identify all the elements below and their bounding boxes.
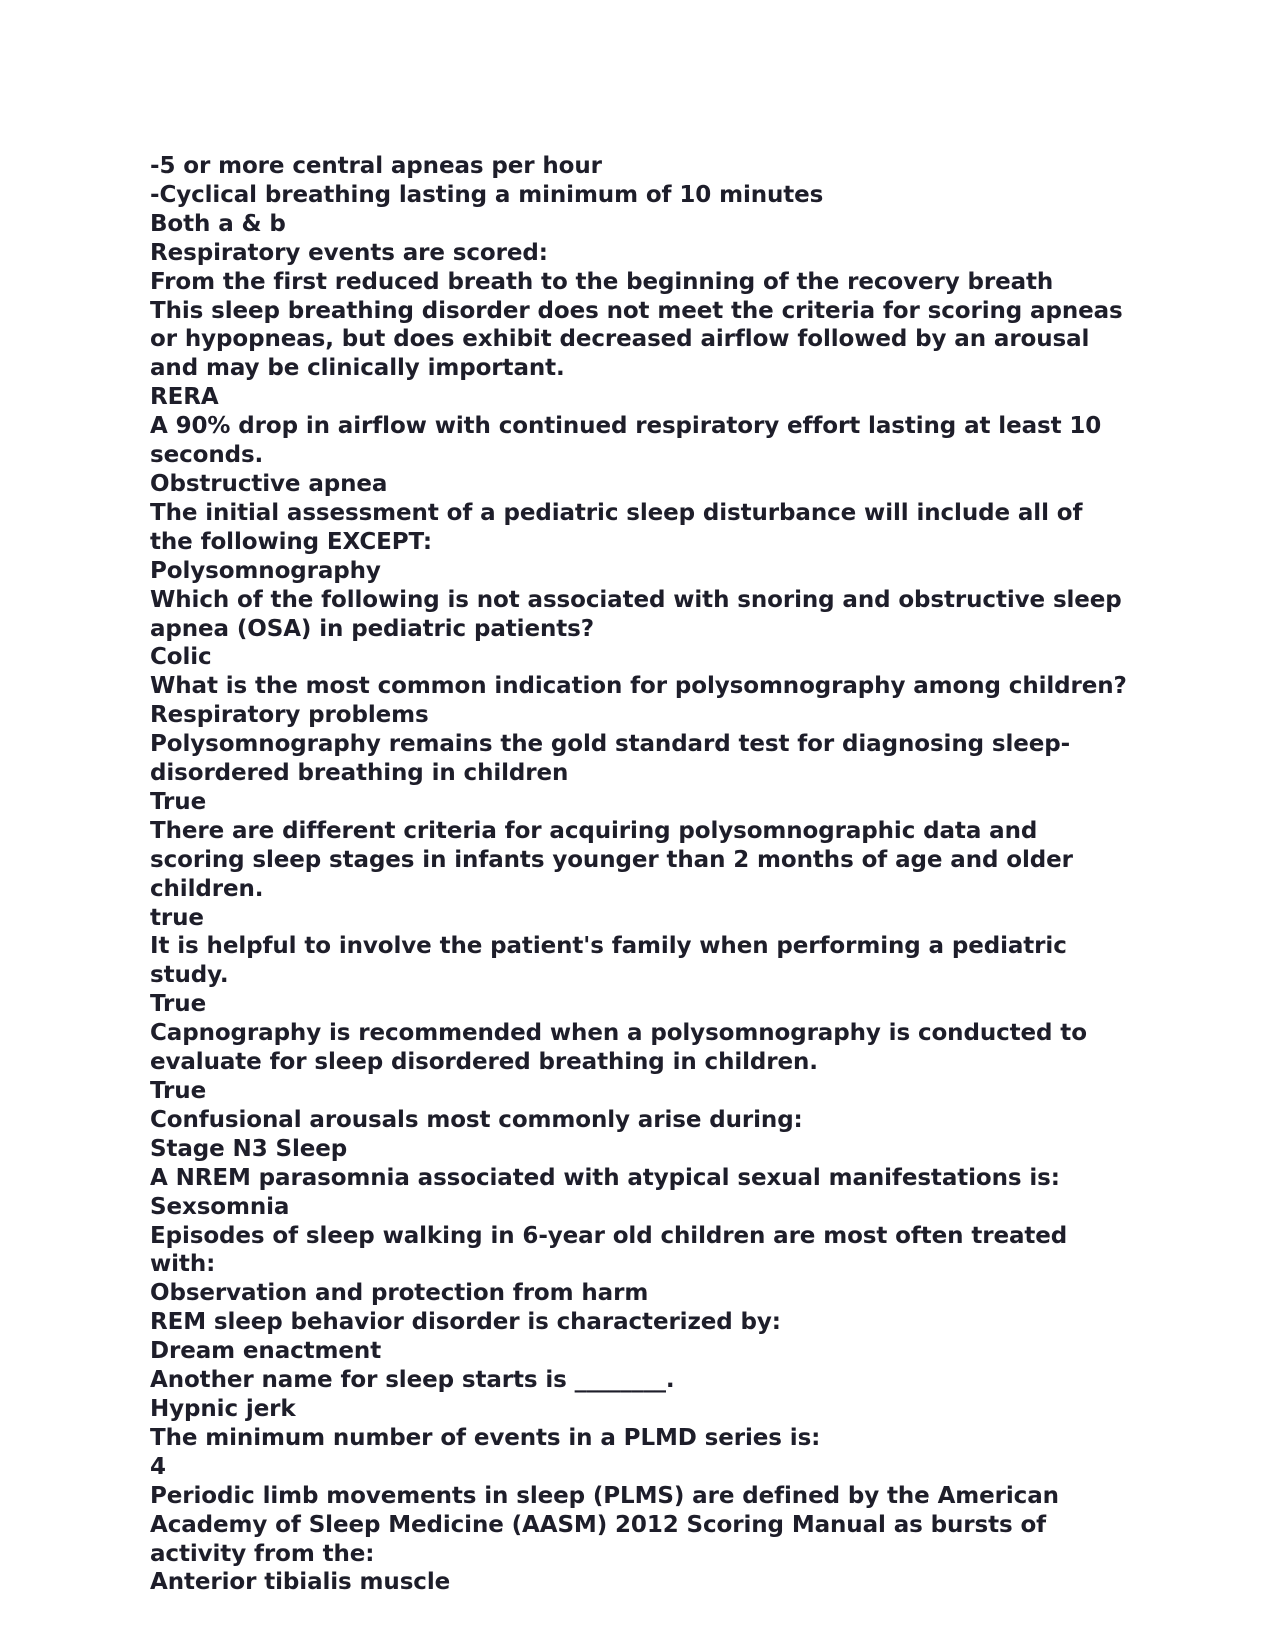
question-line: Confusional arousals most commonly arise during: (150, 1106, 803, 1133)
question-line: The initial assessment of a pediatric sleep disturbance will include all of the following EXCEPT: (150, 499, 1083, 555)
answer-line: Stage N3 Sleep (150, 1135, 348, 1162)
question-line: A 90% drop in airflow with continued respiratory effort lasting at least 10 seconds. (150, 413, 1102, 469)
answer-line: Anterior tibialis muscle (150, 1569, 451, 1596)
text-line: -Cyclical breathing lasting a minimum of 10 minutes (150, 181, 824, 208)
question-line: This sleep breathing disorder does not meet the criteria for scoring apneas or hypopneas, but does exhibit decreased airflow followed by an arousal and may be clinically important. (150, 297, 1123, 382)
answer-line: Respiratory problems (150, 702, 429, 729)
answer-line: From the first reduced breath to the beginning of the recovery breath (150, 268, 1054, 295)
text-line: -5 or more central apneas per hour (150, 153, 602, 179)
question-line: Periodic limb movements in sleep (PLMS) are defined by the American Academy of Sleep Medicine (AASM) 2012 Scoring Manual as bursts of activity from the: (150, 1482, 1059, 1567)
answer-line: Obstructive apnea (150, 470, 388, 497)
answer-line: Hypnic jerk (150, 1395, 296, 1422)
answer-line: Dream enactment (150, 1338, 382, 1365)
document-body (150, 152, 1130, 1597)
question-line: Which of the following is not associated with snoring and obstructive sleep apnea (OSA) in pediatric patients? (150, 586, 1122, 642)
question-line: Respiratory events are scored: (150, 239, 548, 266)
answer-line: True (150, 788, 207, 815)
question-line: Capnography is recommended when a polysomnography is conducted to evaluate for sleep disordered breathing in children. (150, 1020, 1087, 1076)
question-line: REM sleep behavior disorder is characterized by: (150, 1309, 781, 1336)
answer-line: Observation and protection from harm (150, 1280, 649, 1307)
question-line: The minimum number of events in a PLMD series is: (150, 1424, 821, 1451)
answer-line: True (150, 1078, 207, 1104)
question-line: Another name for sleep starts is ________. (150, 1367, 675, 1394)
question-line: A NREM parasomnia associated with atypical sexual manifestations is: (150, 1164, 1060, 1191)
answer-line: Sexsomnia (150, 1193, 290, 1220)
answer-line: Colic (150, 644, 212, 671)
answer-line: 4 (150, 1453, 166, 1480)
answer-line: true (150, 904, 204, 931)
question-line: What is the most common indication for polysomnography among children? (150, 673, 1127, 700)
question-line: Polysomnography remains the gold standard test for diagnosing sleep-disordered breathing in children (150, 731, 1071, 787)
question-line: Episodes of sleep walking in 6-year old children are most often treated with: (150, 1222, 1068, 1278)
answer-line: RERA (150, 384, 219, 411)
question-line: There are different criteria for acquiring polysomnographic data and scoring sleep stages in infants younger than 2 months of age and older children. (150, 817, 1073, 902)
text-line: Both a & b (150, 210, 286, 237)
answer-line: Polysomnography (150, 557, 381, 584)
answer-line: True (150, 991, 207, 1018)
question-line: It is helpful to involve the patient's family when performing a pediatric study. (150, 933, 1067, 989)
